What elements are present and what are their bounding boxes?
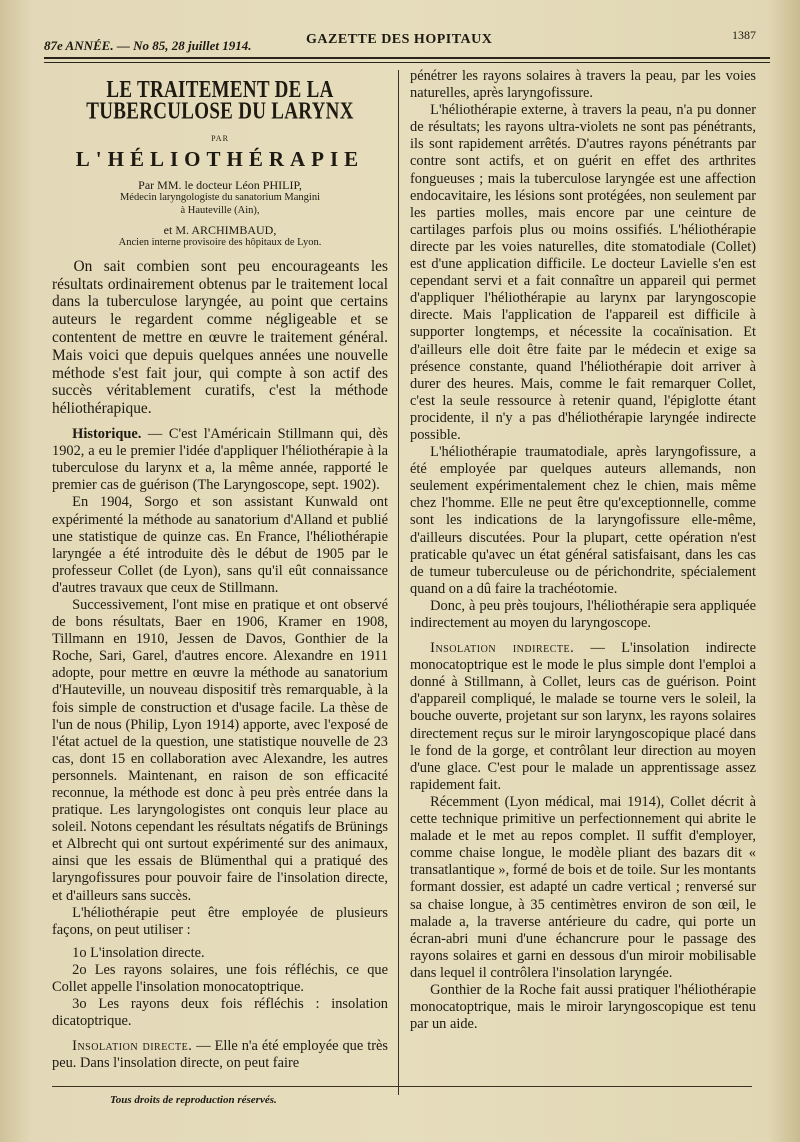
section-heading: Insolation indirecte. (430, 640, 575, 657)
paragraph: L'héliothérapie externe, à travers la peau, n'a pu donner de résultats; les rayons ultra-violets ne sont pas pénétrants, ils sont rapidement arrêtés. D'autres rayons pénétrants par contre sont actifs, et on guérit en effet des arthrites fongueuses ; mais la tuberculose laryngée est une affection endocavitaire, les lésions sont protégées, non seulement par les parties molles, mais encore par une ceinture de cartilages parfois plus ou moins ossifiés. L'héliothérapie directe par les voies naturelles, dite stomatodiale (Collet) est d'une application difficile. Le docteur Lavielle s'en est cependant servi et a fait connaître un appareil qui permet d'appliquer l'héliothérapie au larynx par laryngoscopie directe. Mais l'application de l'appareil est difficile à supporter longtemps, et nécessite la cocaïnisation. Et d'ailleurs elle doit être faite par le médecin et exige sa présence constante, quand l'héliothérapie doit arriver à durer des heures. Mais, comme le fait remarquer Collet, c'est la seule ressource à retenir quand, l'épiglotte étant procidente, il n'y a pas d'héliothérapie laryngée indirecte possible. (410, 102, 756, 443)
section-heading: Insolation directe. (72, 1038, 193, 1055)
article-subtitle: L'HÉLIOTHÉRAPIE (75, 147, 365, 172)
paragraph: Récemment (Lyon médical, mai 1914), Collet décrit à cette technique primitive un perfectionnement qui abrite le malade et le met au repos complet. Il suffit d'employer, comme chaise longue, le modèle pliant des bazars dit « transatlantique », formé de bois et de toile. Sur les montants formant dossier, est adapté un cadre vertical ; renversé sur sa chaise longue, à 35 centimètres environ de son œil, le malade a, la traverse antérieure du cadre, qui porte un écran-abri muni d'une échancrure pour le passage des rayons solaires et garni en dessous d'un miroir mobilisable dans lequel il contrôlera l'insolation laryngée. (410, 793, 756, 981)
right-column (410, 68, 756, 1033)
author-2-role: Ancien interne provisoire des hôpitaux de Lyon. (118, 237, 322, 249)
page-number: 1387 (732, 28, 756, 42)
author-1-role: Médecin laryngologiste du sanatorium Mangini (119, 192, 321, 204)
section-paragraph (52, 1038, 388, 1072)
history-heading: Historique. (72, 426, 142, 443)
list-item: 2o Les rayons solaires, une fois réfléchis, ce que Collet appelle l'insolation monocatoptrique. (52, 961, 388, 996)
header-rule-thin (44, 62, 770, 63)
section-paragraph (410, 640, 756, 794)
header-rule-thick (44, 57, 770, 59)
paragraph: L'héliothérapie peut être employée de plusieurs façons, on peut utiliser : (52, 904, 388, 938)
paragraph: En 1904, Sorgo et son assistant Kunwald ont expérimenté la méthode au sanatorium d'Alland et publié une statistique de quinze cas. En France, l'héliothérapie laryngée a été introduite dès le début de 1905 par le professeur Collet (de Lyon), sans qu'il eût connaissance d'autres travaux que ceux de Stillmann. (52, 494, 388, 596)
bottom-rule (52, 1086, 752, 1087)
journal-title: GAZETTE DES HOPITAUX (306, 32, 493, 47)
paragraph: pénétrer les rayons solaires à travers la peau, par les voies naturelles, après laryngofissure. (410, 68, 756, 102)
author-1-place: à Hauteville (Ain), (180, 204, 260, 216)
method-list (52, 945, 388, 1030)
article-par: PAR (211, 134, 229, 144)
page-header (44, 28, 770, 52)
footer-note: Tous droits de reproduction réservés. (110, 1094, 277, 1106)
list-item: 3o Les rayons deux fois réfléchis : insolation dicatoptrique. (52, 996, 388, 1030)
paragraph: Donc, à peu près toujours, l'héliothérapie sera appliquée indirectement au moyen du laryngoscope. (410, 597, 756, 631)
paragraph: Gonthier de la Roche fait aussi pratiquer l'héliothérapie monocatoptrique, mais le miroir laryngoscopique est tenu par un aide. (410, 981, 756, 1033)
intro-paragraph: On sait combien sont peu encourageants les résultats ordinairement obtenus par le traitement local dans la tuberculose laryngée, au point que certains auteurs le regardent comme négligeable et se contentent de mettre en œuvre le traitement général. Mais voici que depuis quelques années une nouvelle méthode s'est fait jour, qui compte à son actif des succès véritablement curatifs, c'est la méthode héliothérapique. (52, 257, 388, 418)
author-2: et M. ARCHIMBAUD, (163, 223, 277, 238)
history-text: — C'est l'Américain Stillmann qui, dès 1902, a eu le premier l'idée d'appliquer l'héliothérapie à la tuberculose du larynx et a, la même année, rapporté le premier cas de guérison (The Laryngoscope, sept. 1902). (52, 426, 388, 494)
author-1: Par MM. le docteur Léon PHILIP, (138, 178, 302, 193)
section-text: — Elle n'a été employée que très peu. Dans l'insolation directe, on peut faire (52, 1038, 388, 1072)
column-divider (398, 70, 399, 1095)
paragraph: Successivement, l'ont mise en pratique et ont observé de bons résultats, Baer en 1906, Kramer en 1908, Tillmann en 1910, Jessen de Davos, Gonthier de la Roche, Sari, Garel, d'autres encore. Alexandre en 1911 adopte, pour mettre en œuvre la méthode au sanatorium d'Hauteville, un nouveau dispositif très remarquable, à la fois simple de construction et d'usage facile. La thèse de l'un de nous (Philip, Lyon 1914) apporte, avec l'exposé de l'état actuel de la question, une statistique nouvelle de 23 cas, dont 15 en collaboration avec Alexandre, les autres personnels. Maintenant, en raison de son efficacité reconnue, la méthode est donc à peu près entrée dans la pratique. Les laryngologistes ont conquis leur place au soleil. Notons cependant les résultats négatifs de Brünings et Albrecht qui ont surtout expérimenté sur des animaux, ainsi que les essais de Blümenthal qui a pratiqué des laryngofissures pour pouvoir faire de l'insolation directe, et d'ailleurs sans succès. (52, 596, 388, 904)
left-column (52, 72, 388, 1073)
article-title: LE TRAITEMENT DE LA TUBERCULOSE DU LARYNX (86, 77, 354, 125)
paragraph: L'héliothérapie traumatodiale, après laryngofissure, a été employée par quelques auteurs allemands, non seulement expérimentalement chez le chien, mais même chez l'homme. Elle ne peut être qu'exceptionnelle, comme sont les indications de la laryngofissure elle-même, d'ailleurs discutées. Pour la plupart, cette opération n'est praticable qu'avec un état général satisfaisant, dans les cas de tumeur tuberculeuse ou de périchondrite, spécialement quand on a dû faire la trachéotomie. (410, 444, 756, 597)
list-item: 1o L'insolation directe. (72, 944, 205, 961)
section-text: — L'insolation indirecte monocatoptrique est le mode le plus simple dont l'emploi a donné à Stillmann, à Collet, leurs cas de guérison. Point d'appareil compliqué, le malade se tourne vers le soleil, la bouche ouverte, projetant sur son larynx, les rayons solaires directement reçus sur le miroir laryngoscopique placé dans le fond de la gorge, et contrôlant leur direction au moyen d'une glace. C'est pour le malade un apprentissage assez rapidement fait. (410, 640, 756, 793)
history-paragraph (52, 426, 388, 494)
issue-line: 87e ANNÉE. — No 85, 28 juillet 1914. (44, 38, 252, 53)
